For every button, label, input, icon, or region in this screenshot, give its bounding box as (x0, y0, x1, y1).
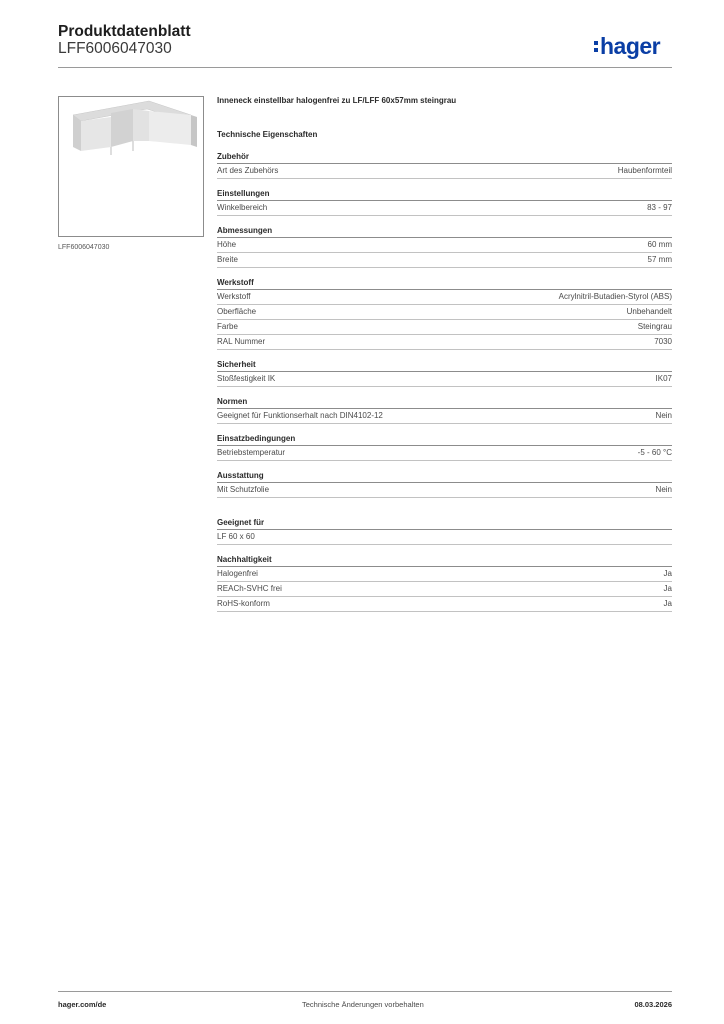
row-value: Nein (655, 485, 672, 494)
group-title: Abmessungen (217, 226, 672, 238)
group-werkstoff (217, 278, 672, 350)
product-details (217, 96, 672, 612)
row-label: Werkstoff (217, 292, 251, 301)
row-label: Oberfläche (217, 307, 257, 316)
row-label: Winkelbereich (217, 203, 268, 212)
table-row (217, 409, 672, 424)
row-label: Halogenfrei (217, 569, 258, 578)
table-row (217, 372, 672, 387)
group-title: Sicherheit (217, 360, 672, 372)
row-value: Steingrau (637, 322, 672, 331)
group-sicherheit (217, 360, 672, 387)
row-value: Haubenformteil (617, 166, 672, 175)
group-title: Geeignet für (217, 518, 672, 530)
logo-dots-icon (594, 41, 598, 52)
group-title: Ausstattung (217, 471, 672, 483)
row-label: LF 60 x 60 (217, 532, 255, 541)
product-description: Inneneck einstellbar halogenfrei zu LF/LFF 60x57mm steingrau (217, 96, 457, 105)
table-row (217, 597, 672, 612)
row-label: RAL Nummer (217, 337, 266, 346)
table-row (217, 305, 672, 320)
row-value: -5 - 60 °C (637, 448, 672, 457)
row-label: Geeignet für Funktionserhalt nach DIN4102-12 (217, 411, 383, 420)
group-zubehoer (217, 152, 672, 179)
row-value: 57 mm (647, 255, 672, 264)
row-value: 60 mm (647, 240, 672, 249)
table-row (217, 567, 672, 582)
table-row (217, 582, 672, 597)
group-title: Einstellungen (217, 189, 672, 201)
group-title: Werkstoff (217, 278, 672, 290)
article-number: LFF6006047030 (58, 40, 172, 57)
table-row (217, 290, 672, 305)
group-title: Zubehör (217, 152, 672, 164)
row-label: Mit Schutzfolie (217, 485, 270, 494)
group-einstellungen (217, 189, 672, 216)
footer-divider (58, 991, 672, 992)
table-row (217, 253, 672, 268)
table-row (217, 201, 672, 216)
row-label: Breite (217, 255, 238, 264)
table-row (217, 483, 672, 498)
row-label: Betriebstemperatur (217, 448, 286, 457)
group-title: Einsatzbedingungen (217, 434, 672, 446)
group-einsatzbedingungen (217, 434, 672, 461)
table-row (217, 530, 672, 545)
product-image (58, 96, 204, 237)
row-value: Ja (663, 569, 672, 578)
row-label: Art des Zubehörs (217, 166, 279, 175)
row-label: RoHS-konform (217, 599, 270, 608)
table-row (217, 320, 672, 335)
table-row (217, 446, 672, 461)
table-row (217, 238, 672, 253)
row-label: Stoßfestigkeit IK (217, 374, 276, 383)
hager-logo (594, 28, 660, 58)
row-value: Unbehandelt (626, 307, 672, 316)
row-label: REACh-SVHC frei (217, 584, 282, 593)
header-divider (58, 67, 672, 68)
table-row (217, 335, 672, 350)
footer-notice: Technische Änderungen vorbehalten (302, 1000, 424, 1009)
image-caption: LFF6006047030 (58, 244, 110, 251)
table-row (217, 164, 672, 179)
group-nachhaltigkeit (217, 555, 672, 612)
row-value: 7030 (654, 337, 672, 346)
group-title: Normen (217, 397, 672, 409)
row-label: Farbe (217, 322, 238, 331)
row-value: IK07 (655, 374, 672, 383)
row-value: Nein (655, 411, 672, 420)
footer-website-link[interactable]: hager.com/de (58, 1000, 107, 1009)
technical-properties-heading: Technische Eigenschaften (217, 130, 318, 139)
group-abmessungen (217, 226, 672, 268)
logo-text: hager (600, 33, 661, 59)
row-value: 83 - 97 (647, 203, 672, 212)
group-normen (217, 397, 672, 424)
row-value: Ja (663, 584, 672, 593)
group-ausstattung (217, 471, 672, 498)
row-value: Acrylnitril-Butadien-Styrol (ABS) (558, 292, 672, 301)
group-geeignet-fuer (217, 518, 672, 545)
footer-date: 08.03.2026 (634, 1000, 672, 1009)
cable-duct-corner-icon (59, 97, 203, 236)
row-label: Höhe (217, 240, 237, 249)
row-value: Ja (663, 599, 672, 608)
document-title: Produktdatenblatt (58, 23, 191, 40)
group-title: Nachhaltigkeit (217, 555, 672, 567)
